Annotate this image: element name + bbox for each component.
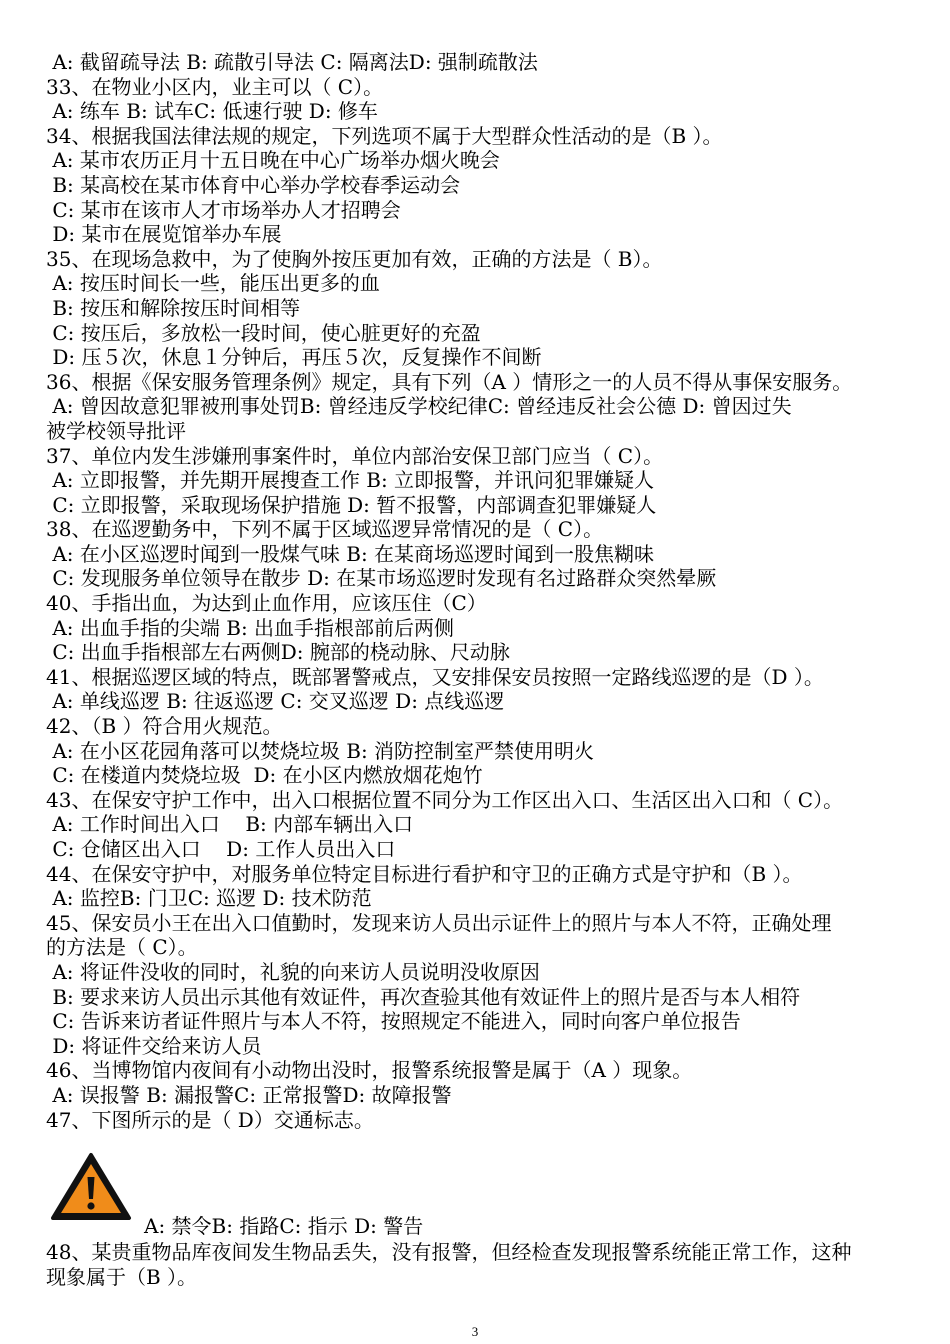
text-line: 33、在物业小区内，业主可以（ C）。 — [46, 74, 384, 99]
text-line: 45、保安员小王在出入口值勤时，发现来访人员出示证件上的照片与本人不符，正确处理 — [46, 910, 832, 935]
text-line: 47、下图所示的是（ D）交通标志。 — [46, 1107, 374, 1132]
text-line: A: 练车 B: 试车C: 低速行驶 D: 修车 — [46, 99, 378, 124]
text-line: 46、当博物馆内夜间有小动物出没时，报警系统报警是属于（A ）现象。 — [46, 1058, 693, 1083]
text-line: D: 将证件交给来访人员 — [46, 1033, 262, 1058]
text-line: 34、根据我国法律法规的规定，下列选项不属于大型群众性活动的是（B ）。 — [46, 123, 723, 148]
text-line: 被学校领导批评 — [46, 418, 186, 443]
text-line: A: 出血手指的尖端 B: 出血手指根部前后两侧 — [46, 615, 455, 640]
text-line: 41、根据巡逻区域的特点，既部署警戒点，又安排保安员按照一定路线巡逻的是（D ）。 — [46, 664, 824, 689]
text-line: C: 告诉来访者证件照片与本人不符，按照规定不能进入，同时向客户单位报告 — [46, 1009, 741, 1034]
text-line: C: 在楼道内焚烧垃圾 D: 在小区内燃放烟花炮竹 — [46, 763, 483, 788]
page-number: 3 — [471, 1324, 479, 1339]
text-line: A: 按压时间长一些，能压出更多的血 — [46, 271, 380, 296]
text-line: A: 工作时间出入口 B: 内部车辆出入口 — [46, 812, 414, 837]
text-line: 35、在现场急救中，为了使胸外按压更加有效，正确的方法是（ B）。 — [46, 246, 663, 271]
text-line: C: 按压后，多放松一段时间，使心脏更好的充盈 — [46, 320, 481, 345]
text-line: C: 出血手指根部左右两侧D: 腕部的桡动脉、尺动脉 — [46, 640, 510, 665]
text-line: 37、单位内发生涉嫌刑事案件时，单位内部治安保卫部门应当（ C）。 — [46, 443, 664, 468]
text-line: C: 某市在该市人才市场举办人才招聘会 — [46, 197, 401, 222]
text-line: A: 截留疏导法 B: 疏散引导法 C: 隔离法D: 强制疏散法 — [46, 50, 538, 74]
text-line: D: 某市在展览馆举办车展 — [46, 222, 282, 247]
text-line: 38、在巡逻勤务中，下列不属于区域巡逻异常情况的是（ C）。 — [46, 517, 604, 542]
text-line: 40、手指出血，为达到止血作用，应该压住（C） — [46, 591, 487, 616]
text-line: A: 某市农历正月十五日晚在中心广场举办烟火晚会 — [46, 148, 500, 173]
warning-triangle-icon — [50, 1152, 132, 1222]
text-line: B: 某高校在某市体育中心举办学校春季运动会 — [46, 172, 461, 197]
text-line: 48、某贵重物品库夜间发生物品丢失，没有报警，但经检查发现报警系统能正常工作，这种 — [46, 1240, 852, 1265]
text-line: 的方法是（ C）。 — [46, 935, 198, 960]
text-line: A: 在小区花园角落可以焚烧垃圾 B: 消防控制室严禁使用明火 — [46, 738, 595, 763]
text-line: B: 要求来访人员出示其他有效证件，再次查验其他有效证件上的照片是否与本人相符 — [46, 984, 801, 1009]
document-page — [46, 50, 910, 1289]
text-line: A: 曾因故意犯罪被刑事处罚B: 曾经违反学校纪律C: 曾经违反社会公德 D: 曾因过失 — [46, 394, 792, 419]
text-line: A: 立即报警，并先期开展搜查工作 B: 立即报警，并讯问犯罪嫌疑人 — [46, 468, 655, 493]
text-line: A: 将证件没收的同时，礼貌的向来访人员说明没收原因 — [46, 959, 540, 984]
text-line: C: 仓储区出入口 D: 工作人员出入口 — [46, 837, 396, 861]
question-47-options: A: 禁令B: 指路C: 指示 D: 警告 — [144, 1214, 424, 1239]
text-line: 43、在保安守护工作中，出入口根据位置不同分为工作区出入口、生活区出入口和（ C）。 — [46, 787, 844, 812]
text-line: 44、在保安守护中，对服务单位特定目标进行看护和守卫的正确方式是守护和（B ）。 — [46, 861, 803, 886]
text-line: A: 单线巡逻 B: 往返巡逻 C: 交叉巡逻 D: 点线巡逻 — [46, 689, 505, 714]
text-line: 42、（B ）符合用火规范。 — [46, 714, 283, 739]
text-line: C: 立即报警，采取现场保护措施 D: 暂不报警，内部调查犯罪嫌疑人 — [46, 492, 657, 517]
text-line: 36、根据《保安服务管理条例》规定，具有下列（A ）情形之一的人员不得从事保安服务。 — [46, 369, 853, 394]
text-line: A: 在小区巡逻时闻到一股煤气味 B: 在某商场巡逻时闻到一股焦糊味 — [46, 541, 655, 566]
text-line: B: 按压和解除按压时间相等 — [46, 295, 301, 320]
text-line: D: 压５次，休息１分钟后，再压５次，反复操作不间断 — [46, 345, 542, 370]
text-line: C: 发现服务单位领导在散步 D: 在某市场巡逻时发现有名过路群众突然晕厥 — [46, 566, 717, 591]
question-block-part1 — [46, 50, 910, 1132]
question-block-part2 — [46, 1240, 910, 1289]
text-line: 现象属于（B ）。 — [46, 1264, 198, 1289]
text-line: A: 监控B: 门卫C: 巡逻 D: 技术防范 — [46, 886, 372, 911]
text-line: A: 误报警 B: 漏报警C: 正常报警D: 故障报警 — [46, 1082, 452, 1107]
figure-row — [46, 1140, 910, 1240]
